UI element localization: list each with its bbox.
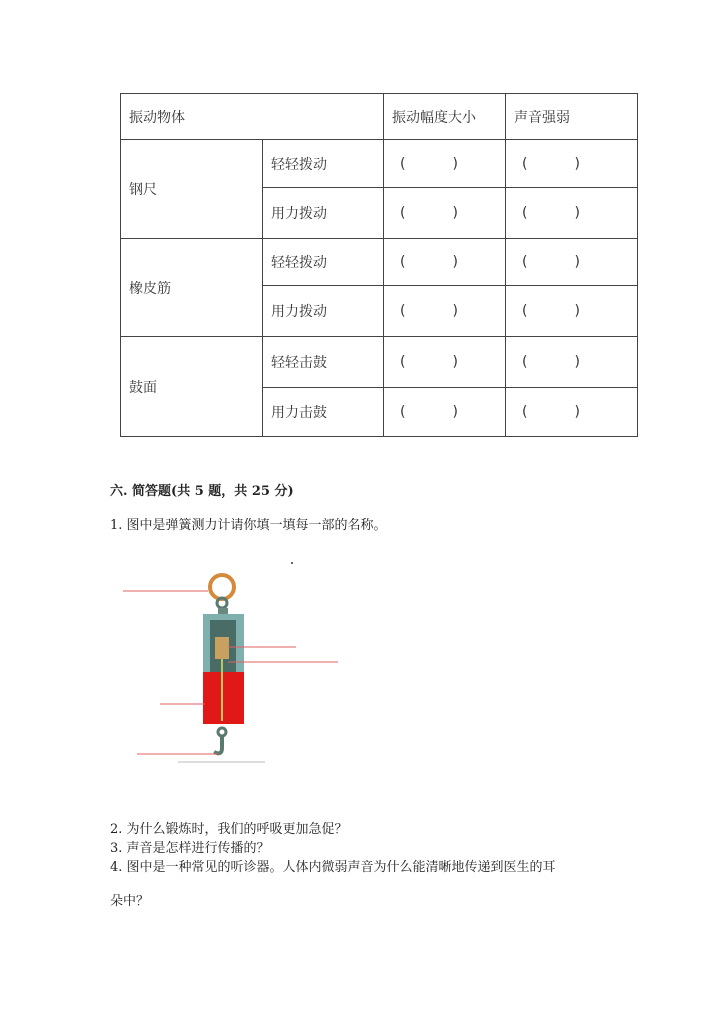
paren-close: ) xyxy=(574,404,580,420)
paren-close: ) xyxy=(452,303,458,319)
paren-open: ( xyxy=(400,254,406,270)
paren-open: ( xyxy=(400,354,406,370)
question-2: 2. 为什么锻炼时，我们的呼吸更加急促？ xyxy=(110,822,348,837)
question-1: 1. 图中是弹簧测力计请你填一填每一部的名称。 xyxy=(110,518,387,533)
paren-open: ( xyxy=(400,205,406,221)
paren-open: ( xyxy=(400,303,406,319)
paren-close: ) xyxy=(452,155,458,172)
paren-close: ) xyxy=(452,404,458,420)
paren-open: ( xyxy=(522,303,528,319)
question-4: 4. 图中是一种常见的听诊器。人体内微弱声音为什么能清晰地传递到医生的耳 xyxy=(110,860,556,875)
action-cell: 轻轻击鼓 xyxy=(263,337,384,388)
question-4-cont: 朵中？ xyxy=(110,894,150,909)
paren-close: ) xyxy=(452,354,458,370)
paren-close: ) xyxy=(574,205,580,221)
question-3: 3. 声音是怎样进行传播的？ xyxy=(110,841,270,856)
header-object: 振动物体 xyxy=(121,94,384,140)
paren-close: ) xyxy=(574,155,580,172)
object-cell: 橡皮筋 xyxy=(121,239,263,337)
action-cell: 轻轻拨动 xyxy=(263,140,384,188)
object-cell: 钢尺 xyxy=(121,140,263,239)
header-loudness: 声音强弱 xyxy=(506,94,638,140)
paren-close: ) xyxy=(574,303,580,319)
header-amplitude: 振动幅度大小 xyxy=(384,94,506,140)
paren-close: ) xyxy=(574,254,580,270)
action-cell: 用力拨动 xyxy=(263,286,384,337)
paren-open: ( xyxy=(522,404,528,420)
paren-close: ) xyxy=(574,354,580,370)
action-cell: 轻轻拨动 xyxy=(263,239,384,286)
paren-open: ( xyxy=(522,155,528,172)
paren-open: ( xyxy=(522,254,528,270)
action-cell: 用力击鼓 xyxy=(263,388,384,437)
section-title: 六. 简答题(共 5 题，共 25 分) xyxy=(110,484,294,499)
paren-open: ( xyxy=(400,155,406,172)
paren-close: ) xyxy=(452,254,458,270)
paren-open: ( xyxy=(522,205,528,221)
paren-open: ( xyxy=(400,404,406,420)
paren-open: ( xyxy=(522,354,528,370)
object-cell: 鼓面 xyxy=(121,337,263,437)
paren-close: ) xyxy=(452,205,458,221)
action-cell: 用力拨动 xyxy=(263,188,384,239)
